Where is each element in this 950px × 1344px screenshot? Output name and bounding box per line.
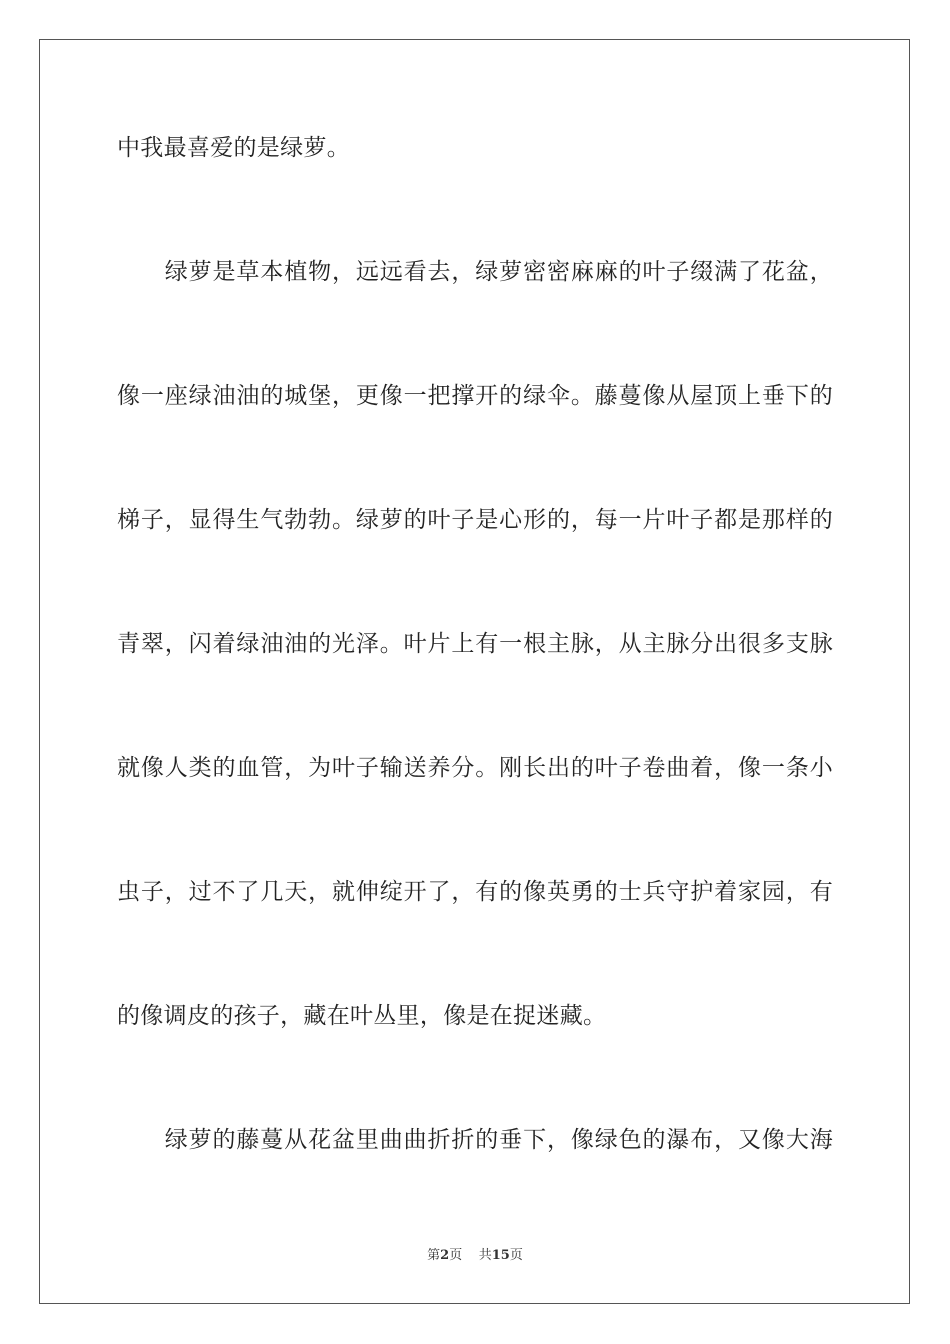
paragraph-line-4: 梯子，显得生气勃勃。绿萝的叶子是心形的，每一片叶子都是那样的 <box>117 507 833 533</box>
footer-total-suffix: 页 <box>509 1248 523 1263</box>
paragraph-line-5: 青翠，闪着绿油油的光泽。叶片上有一根主脉，从主脉分出很多支脉 <box>117 631 833 657</box>
footer-total-pages: 15 <box>491 1248 510 1263</box>
page-border <box>39 39 910 1304</box>
footer-page-number: 2 <box>440 1248 450 1263</box>
paragraph-line-1: 中我最喜爱的是绿萝。 <box>117 135 350 161</box>
paragraph-line-2: 绿萝是草本植物，远远看去，绿萝密密麻麻的叶子缀满了花盆， <box>117 259 833 285</box>
paragraph-line-6: 就像人类的血管，为叶子输送养分。刚长出的叶子卷曲着，像一条小 <box>117 755 833 781</box>
paragraph-line-3: 像一座绿油油的城堡，更像一把撑开的绿伞。藤蔓像从屋顶上垂下的 <box>117 383 833 409</box>
footer-total-prefix: 共 <box>478 1248 492 1263</box>
paragraph-line-9: 绿萝的藤蔓从花盆里曲曲折折的垂下，像绿色的瀑布，又像大海 <box>117 1127 833 1153</box>
paragraph-line-8: 的像调皮的孩子，藏在叶丛里，像是在捉迷藏。 <box>117 1003 607 1029</box>
page-footer <box>0 1247 950 1265</box>
footer-page-suffix: 页 <box>449 1248 463 1263</box>
footer-page-prefix: 第 <box>427 1248 441 1263</box>
paragraph-line-7: 虫子，过不了几天，就伸绽开了，有的像英勇的士兵守护着家园，有 <box>117 879 833 905</box>
